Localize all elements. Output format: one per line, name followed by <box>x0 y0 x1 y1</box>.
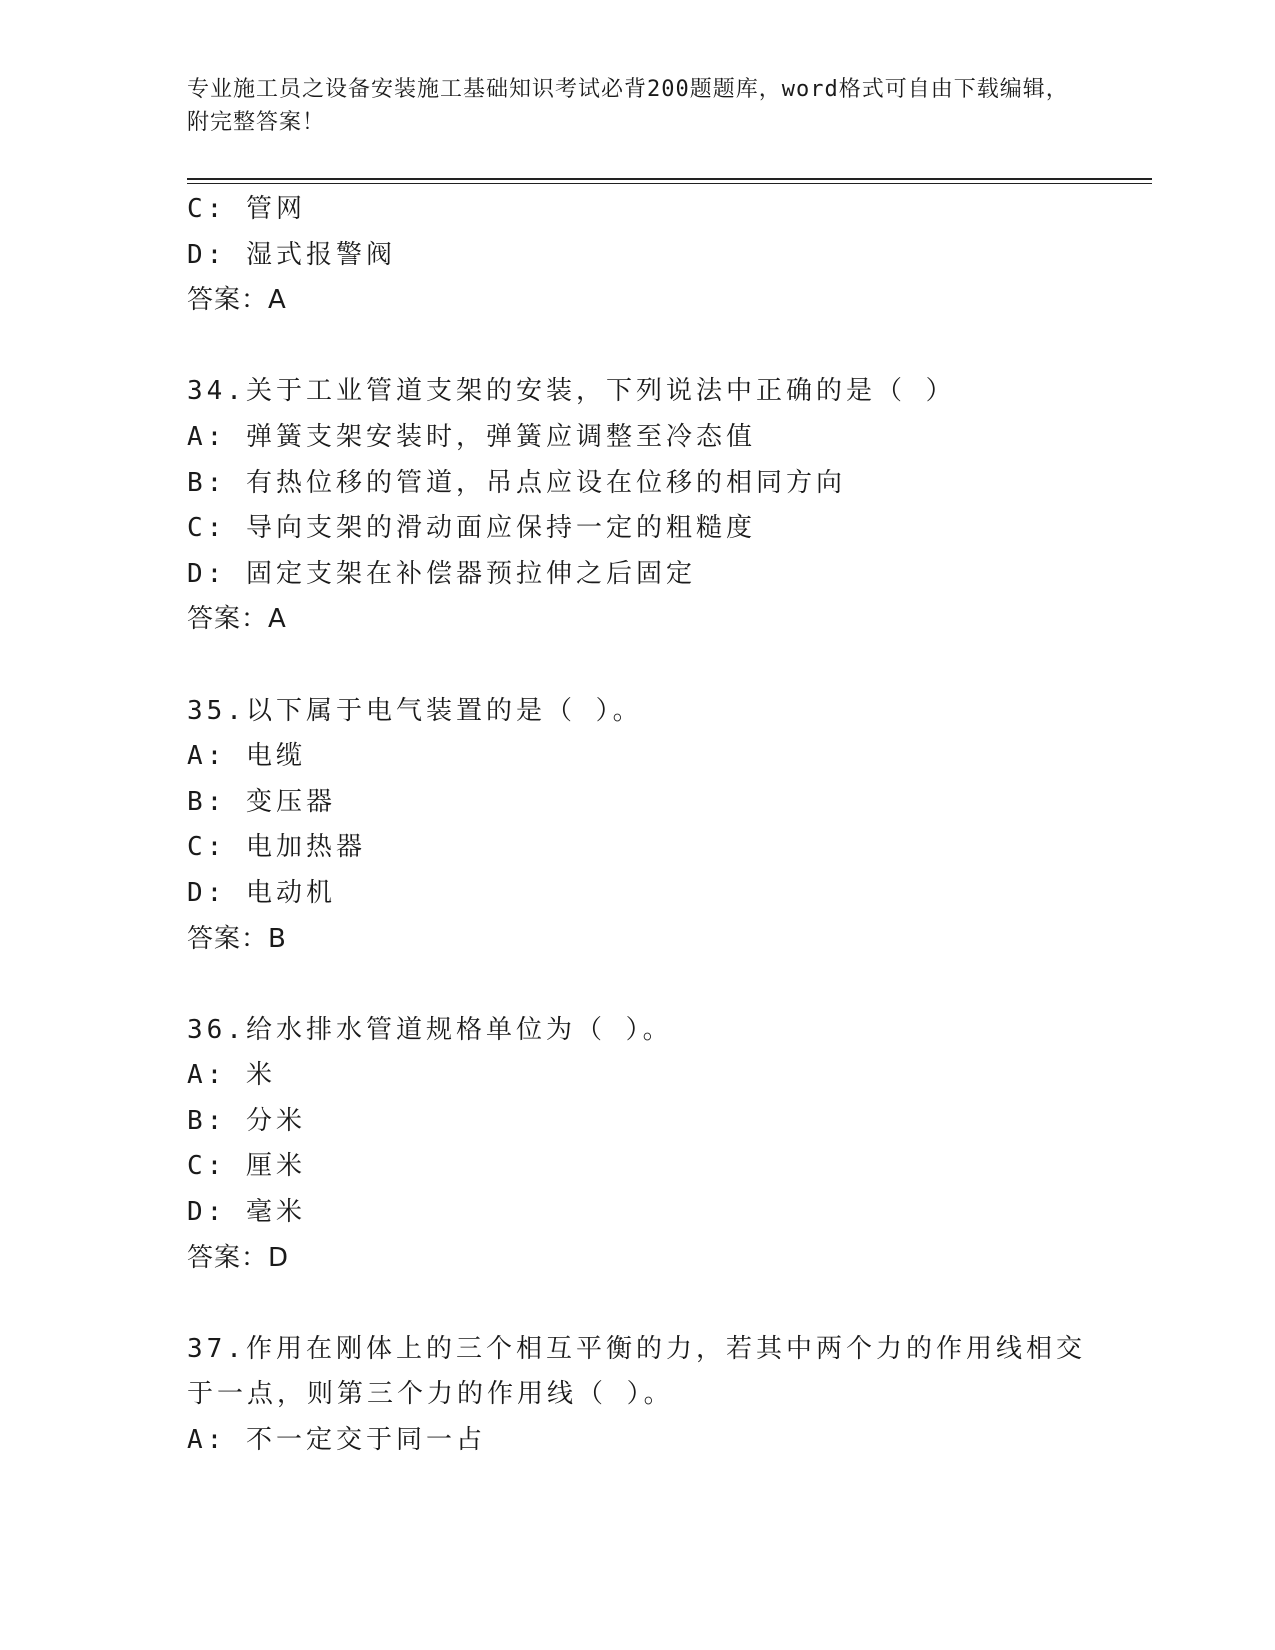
spacer <box>187 962 1087 1008</box>
option-d: D: 固定支架在补偿器预拉伸之后固定 <box>187 558 696 589</box>
option-d: D: 湿式报警阀 <box>187 239 396 270</box>
option-a: A: 电缆 <box>187 741 306 772</box>
question-text: 36.给水排水管道规格单位为（ ）。 <box>187 1014 673 1045</box>
question-list <box>187 187 1087 1464</box>
option-c: C: 厘米 <box>187 1151 306 1182</box>
header-rule-thin <box>187 183 1152 184</box>
spacer <box>187 643 1087 689</box>
option-c: C: 管网 <box>187 194 306 224</box>
spacer <box>187 324 1087 370</box>
spacer <box>187 1281 1087 1327</box>
answer-line: 答案：D <box>187 1242 290 1273</box>
option-a: A: 弹簧支架安装时，弹簧应调整至冷态值 <box>187 421 756 452</box>
answer-line: 答案：A <box>187 285 287 316</box>
document-header-title: 专业施工员之设备安装施工基础知识考试必背200题题库，word格式可自由下载编辑，附完整答案！ <box>187 77 1069 135</box>
question-text: 35.以下属于电气装置的是（ ）。 <box>187 695 643 726</box>
option-c: C: 导向支架的滑动面应保持一定的粗糙度 <box>187 513 756 544</box>
option-b: B: 有热位移的管道，吊点应设在位移的相同方向 <box>187 467 846 498</box>
option-a: A: 米 <box>187 1060 276 1091</box>
option-d: D: 电动机 <box>187 877 336 908</box>
question-text: 37.作用在刚体上的三个相互平衡的力，若其中两个力的作用线相交于一点，则第三个力的作用线（ ）。 <box>187 1333 1086 1410</box>
option-c: C: 电加热器 <box>187 832 366 863</box>
header-rule-thick <box>187 178 1152 180</box>
option-b: B: 分米 <box>187 1105 306 1136</box>
option-a: A: 不一定交于同一占 <box>187 1425 486 1456</box>
option-d: D: 毫米 <box>187 1197 306 1228</box>
question-text: 34.关于工业管道支架的安装，下列说法中正确的是（ ） <box>187 376 956 407</box>
answer-line: 答案：B <box>187 923 287 954</box>
option-b: B: 变压器 <box>187 786 336 817</box>
answer-line: 答案：A <box>187 604 287 635</box>
